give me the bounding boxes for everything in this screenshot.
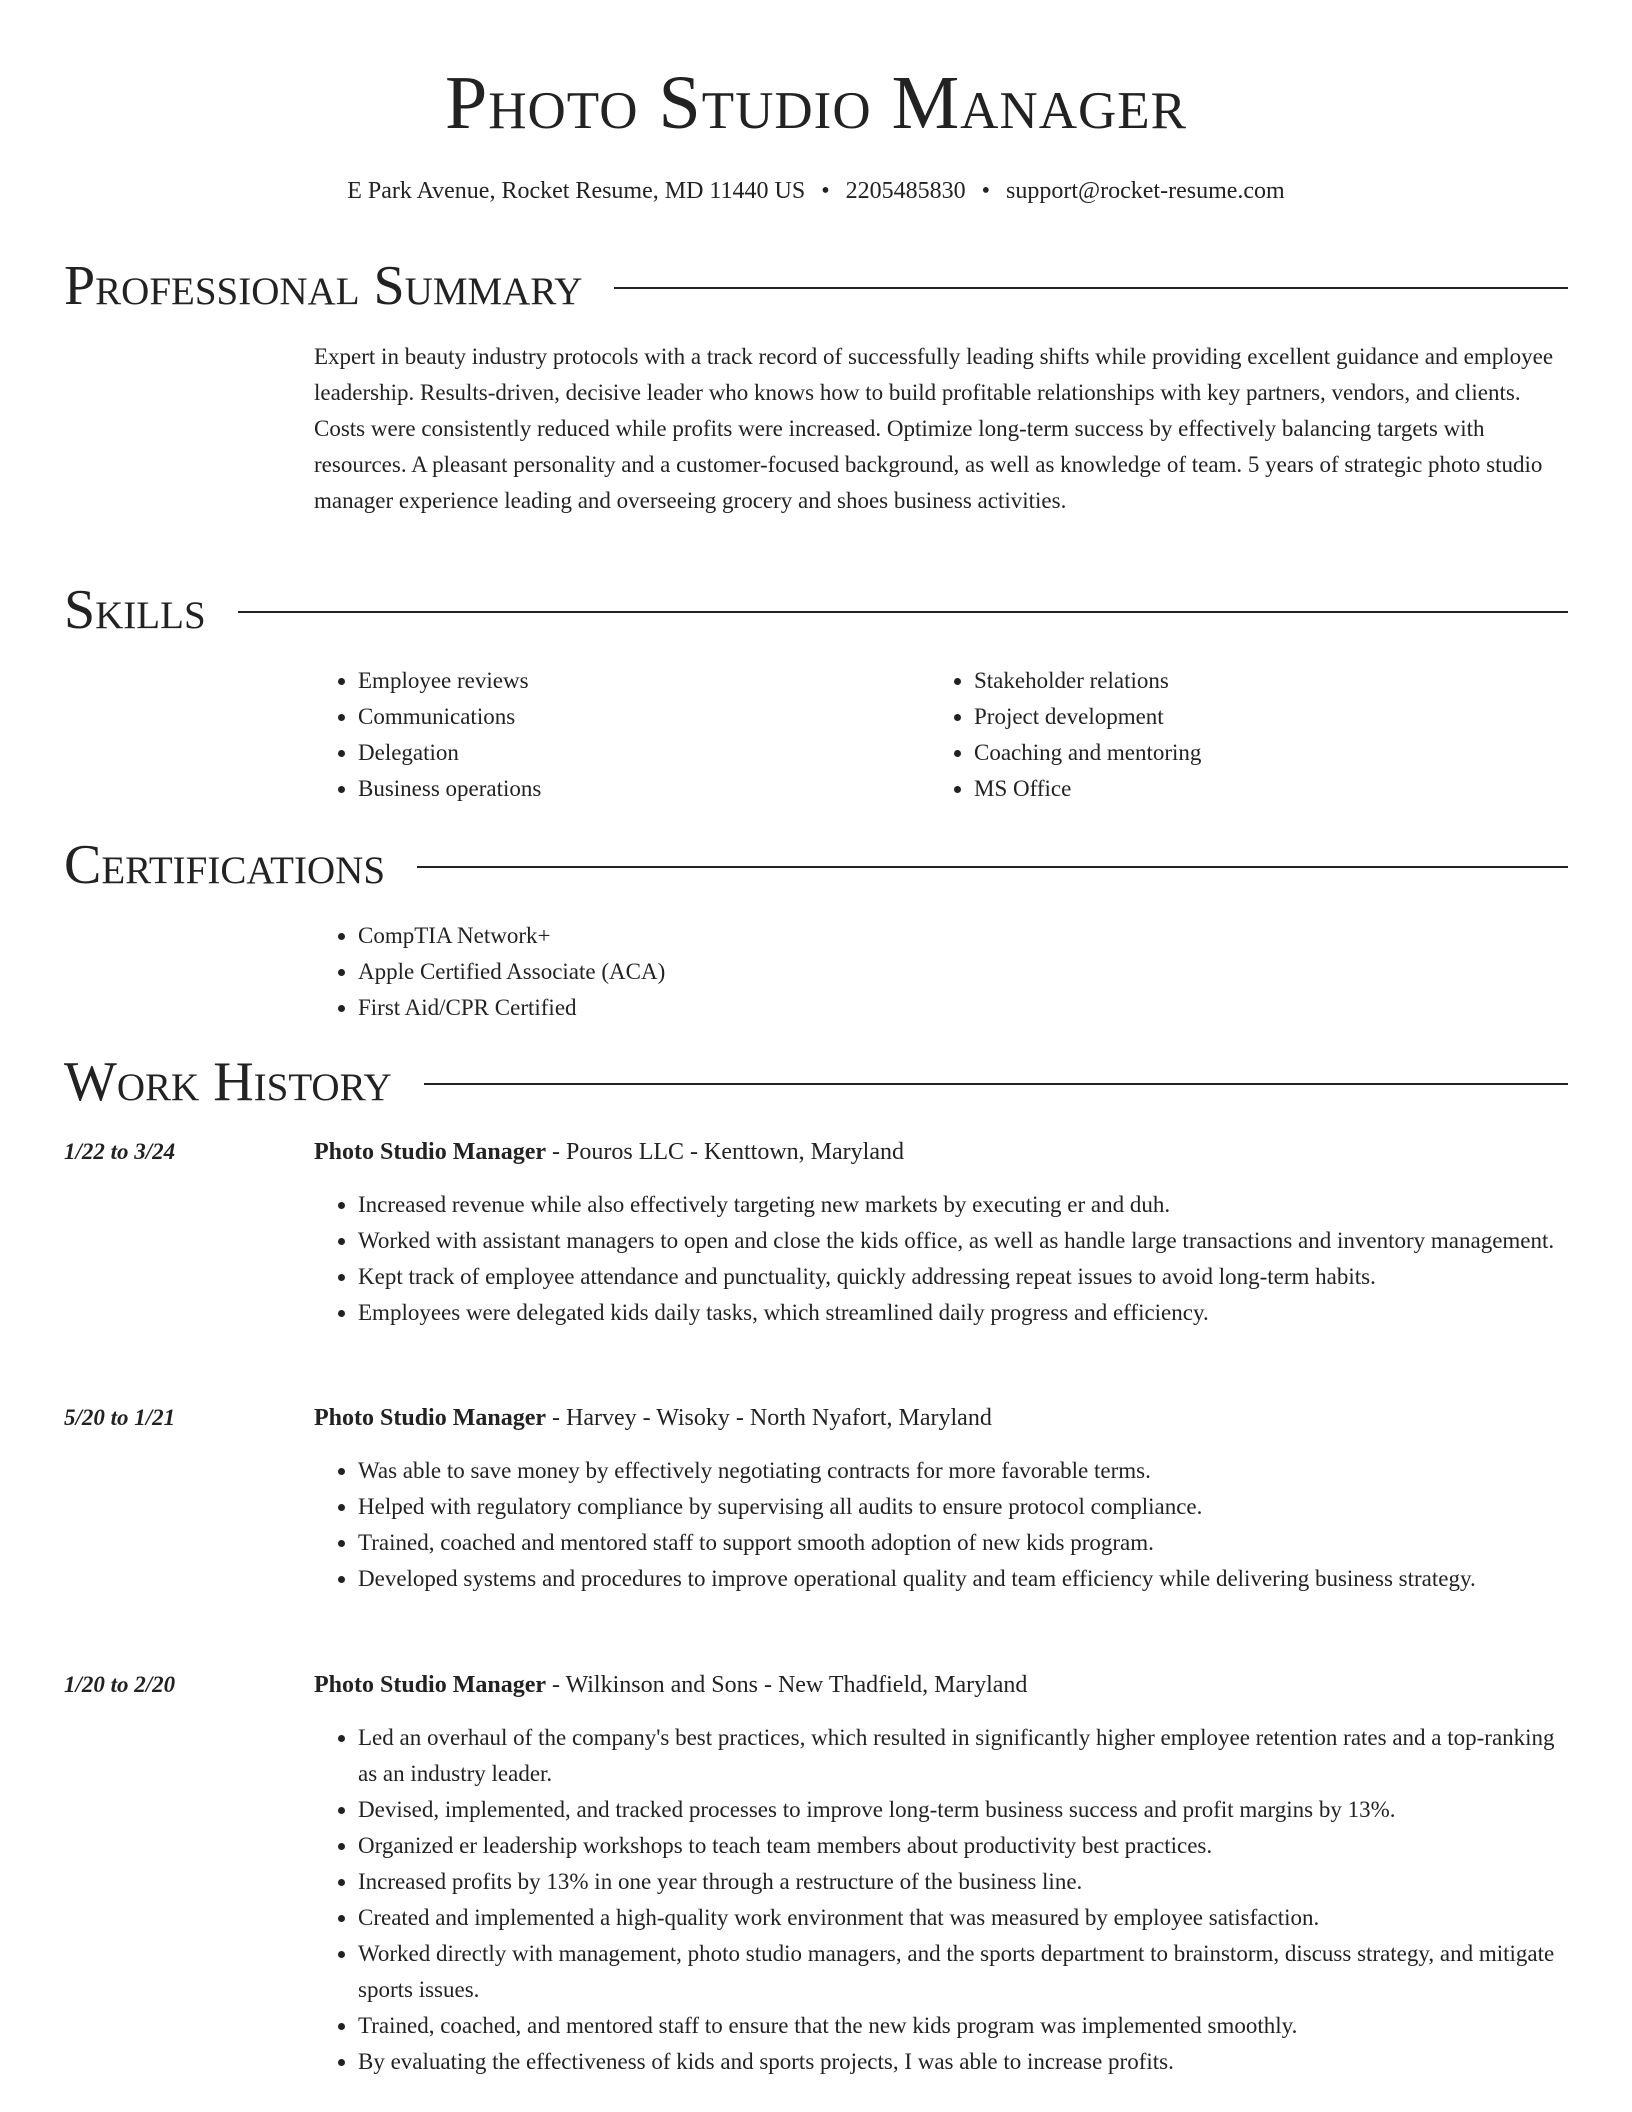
contact-separator: • [821, 178, 830, 204]
summary-section-header [64, 254, 1568, 318]
summary-text: Expert in beauty industry protocols with a track record of successfully leading shifts while providing excellent guidance and employee leadership. Results-driven, decisive leader who knows how to build profitable relationships with key partners, vendors, and clients. Costs were consistently reduced while profits were increased. Optimize long-term success by effectively balancing targets with resources. A pleasant personality and a customer-focused background, as well as knowledge of team. 5 years of strategic photo studio manager experience leading and overseeing grocery and shoes business activities. [314, 344, 1554, 513]
skill-item: • Communications [358, 699, 914, 735]
certifications-section-header [64, 833, 1568, 897]
job-bullet: • Employees were delegated kids daily tasks, which streamlined daily progress and efficiency. [358, 1295, 1568, 1331]
job-dates: 1/22 to 3/24 [64, 1139, 176, 1164]
skills-column-right [930, 663, 1570, 807]
summary-heading: Professional Summary [64, 255, 583, 317]
section-divider [417, 866, 1568, 868]
job-role: Photo Studio Manager [314, 1139, 547, 1165]
certification-item: • CompTIA Network+ [358, 918, 1568, 954]
job-employer: - Wilkinson and Sons - New Thadfield, Maryland [546, 1672, 1028, 1698]
job-dates: 5/20 to 1/21 [64, 1405, 176, 1430]
job-dates: 1/20 to 2/20 [64, 1672, 176, 1697]
section-divider [238, 611, 1568, 613]
section-divider [424, 1083, 1568, 1085]
job-bullet: • Trained, coached and mentored staff to support smooth adoption of new kids program. [358, 1525, 1568, 1561]
job-employer: - Pouros LLC - Kenttown, Maryland [546, 1139, 904, 1165]
skill-item: • MS Office [974, 771, 1570, 807]
skill-item: • Coaching and mentoring [974, 735, 1570, 771]
section-divider [614, 287, 1568, 289]
job-role: Photo Studio Manager [314, 1672, 547, 1698]
job-bullet: • Trained, coached, and mentored staff to ensure that the new kids program was implemented smoothly. [358, 2008, 1568, 2044]
skill-item: • Delegation [358, 735, 914, 771]
job-title-line [314, 1135, 904, 1169]
skill-item: • Stakeholder relations [974, 663, 1570, 699]
job-role: Photo Studio Manager [314, 1405, 547, 1431]
job-bullet: • Organized er leadership workshops to teach team members about productivity best practices. [358, 1828, 1568, 1864]
job-bullets [314, 1187, 1568, 1331]
skill-item: • Employee reviews [358, 663, 914, 699]
job-employer: - Harvey - Wisoky - North Nyafort, Maryland [546, 1405, 992, 1431]
job-bullet: • Created and implemented a high-quality work environment that was measured by employee satisfaction. [358, 1900, 1568, 1936]
contact-line [0, 174, 1632, 208]
job-title-line [314, 1668, 1027, 1702]
work-history-heading: Work History [64, 1051, 392, 1113]
job-bullet: • By evaluating the effectiveness of kids and sports projects, I was able to increase profits. [358, 2044, 1568, 2080]
job-bullet: • Increased revenue while also effectively targeting new markets by executing er and duh. [358, 1187, 1568, 1223]
skill-item: • Project development [974, 699, 1570, 735]
contact-separator: • [981, 178, 991, 204]
job-bullet: • Kept track of employee attendance and punctuality, quickly addressing repeat issues to avoid long-term habits. [358, 1259, 1568, 1295]
job-bullets [314, 1720, 1568, 2080]
job-bullet: • Devised, implemented, and tracked processes to improve long-term business success and profit margins by 13%. [358, 1792, 1568, 1828]
contact-address: E Park Avenue, Rocket Resume, MD 11440 US [347, 178, 806, 204]
job-bullet: • Worked with assistant managers to open and close the kids office, as well as handle large transactions and inventory management. [358, 1223, 1568, 1259]
job-title-line [314, 1401, 992, 1435]
job-bullet: • Helped with regulatory compliance by supervising all audits to ensure protocol compliance. [358, 1489, 1568, 1525]
skills-heading: Skills [64, 579, 206, 641]
job-bullets [314, 1453, 1568, 1597]
work-history-section-header [64, 1050, 1568, 1114]
certification-item: • First Aid/CPR Certified [358, 990, 1568, 1026]
job-bullet: • Was able to save money by effectively negotiating contracts for more favorable terms. [358, 1453, 1568, 1489]
skill-item: • Business operations [358, 771, 914, 807]
skills-column-left [314, 663, 914, 807]
contact-email: support@rocket-resume.com [1006, 178, 1285, 204]
certifications-list [314, 918, 1568, 1026]
candidate-name: Photo Studio Manager [444, 61, 1188, 145]
contact-phone: 2205485830 [845, 178, 966, 204]
job-bullet: • Worked directly with management, photo studio managers, and the sports department to brainstorm, discuss strategy, and mitigate sports issues. [358, 1936, 1568, 2008]
skills-section-header [64, 578, 1568, 642]
certifications-heading: Certifications [64, 834, 386, 896]
job-bullet: • Increased profits by 13% in one year through a restructure of the business line. [358, 1864, 1568, 1900]
certification-item: • Apple Certified Associate (ACA) [358, 954, 1568, 990]
job-bullet: • Developed systems and procedures to improve operational quality and team efficiency while delivering business strategy. [358, 1561, 1568, 1597]
job-bullet: • Led an overhaul of the company's best practices, which resulted in significantly higher employee retention rates and a top-ranking as an industry leader. [358, 1720, 1568, 1792]
